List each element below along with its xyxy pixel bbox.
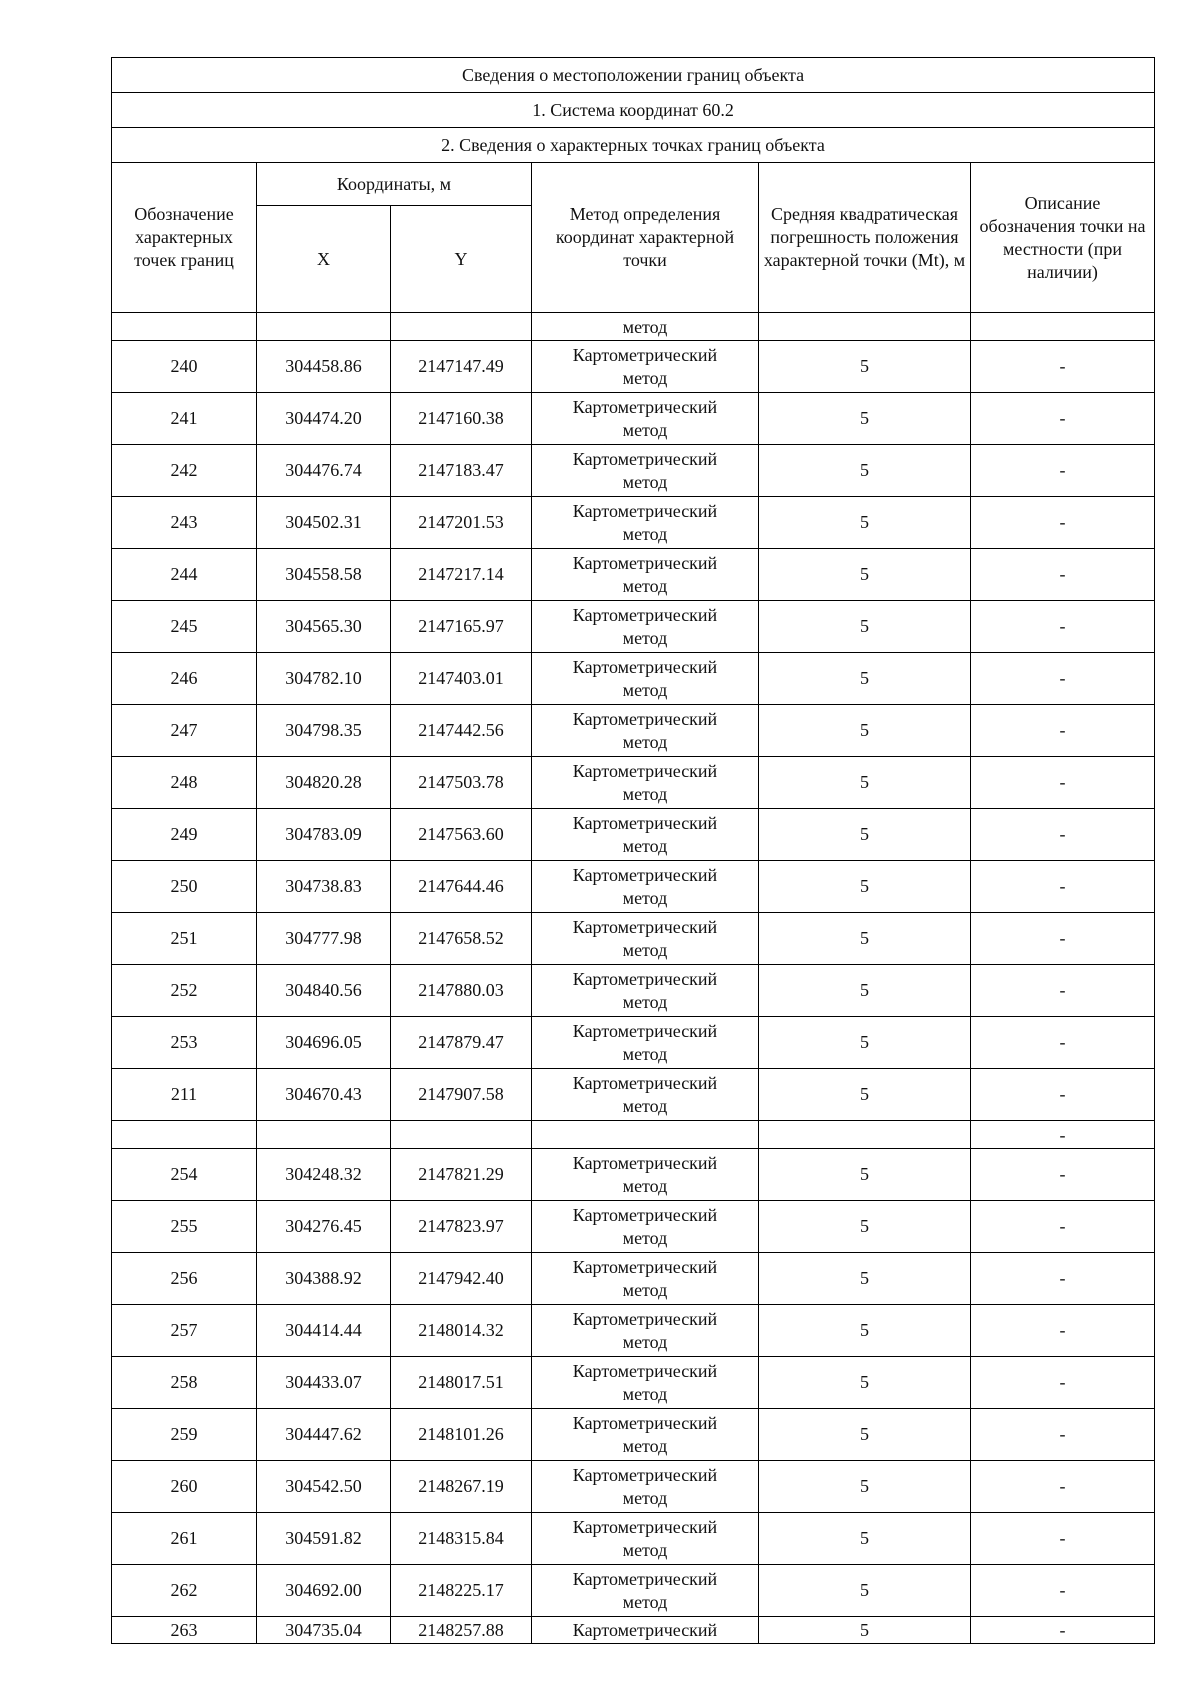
cell-point: 256 [112, 1253, 257, 1305]
cell-point: 261 [112, 1513, 257, 1565]
cell-method [532, 1069, 759, 1121]
cell-accuracy: 5 [759, 549, 971, 601]
method-line-2: метод [622, 991, 668, 1012]
method-line-2: метод [622, 1383, 668, 1404]
method-line-2: метод [622, 1331, 668, 1352]
cell-x: 304447.62 [257, 1409, 391, 1461]
table-row-separator [112, 1121, 1155, 1149]
cell-accuracy: 5 [759, 1409, 971, 1461]
cell-method: Картометрический [532, 1617, 759, 1644]
method-line-1: Картометрический [572, 1464, 718, 1485]
cell-method [532, 809, 759, 861]
cell-point: 253 [112, 1017, 257, 1069]
cell-point: 255 [112, 1201, 257, 1253]
table-row [112, 705, 1155, 757]
cell-method: метод [532, 313, 759, 341]
table-row [112, 809, 1155, 861]
cell-y: 2147147.49 [391, 341, 532, 393]
cell-y: 2147183.47 [391, 445, 532, 497]
cell-point: 240 [112, 341, 257, 393]
method-line-1: Картометрический [572, 812, 718, 833]
cell-x: 304565.30 [257, 601, 391, 653]
cell-point [112, 313, 257, 341]
cell-method [532, 965, 759, 1017]
cell-accuracy: 5 [759, 497, 971, 549]
cell-method [532, 1513, 759, 1565]
cell-y: 2148225.17 [391, 1565, 532, 1617]
table-row [112, 341, 1155, 393]
table-row [112, 1357, 1155, 1409]
method-line-2: метод [622, 471, 668, 492]
coordinate-system: 1. Система координат 60.2 [112, 93, 1155, 128]
cell-accuracy: 5 [759, 1017, 971, 1069]
cell-y [391, 1121, 532, 1149]
cell-accuracy: 5 [759, 1513, 971, 1565]
method-line-2: метод [622, 939, 668, 960]
cell-description: - [971, 1121, 1155, 1149]
cell-description: - [971, 341, 1155, 393]
cell-x: 304735.04 [257, 1617, 391, 1644]
cell-y: 2147644.46 [391, 861, 532, 913]
method-line-2: метод [622, 783, 668, 804]
cell-description: - [971, 1149, 1155, 1201]
cell-description: - [971, 653, 1155, 705]
table-row [112, 757, 1155, 809]
cell-point: 260 [112, 1461, 257, 1513]
method-line-2: метод [622, 575, 668, 596]
cell-point: 251 [112, 913, 257, 965]
cell-y: 2147442.56 [391, 705, 532, 757]
table-row [112, 1461, 1155, 1513]
method-line-2: метод [622, 887, 668, 908]
cell-y: 2147823.97 [391, 1201, 532, 1253]
cell-x: 304696.05 [257, 1017, 391, 1069]
cell-x: 304458.86 [257, 341, 391, 393]
method-line-2: метод [622, 1227, 668, 1248]
cell-point: 246 [112, 653, 257, 705]
cell-description: - [971, 1357, 1155, 1409]
cell-description: - [971, 393, 1155, 445]
cell-y: 2147821.29 [391, 1149, 532, 1201]
cell-accuracy: 5 [759, 1253, 971, 1305]
cell-y: 2147217.14 [391, 549, 532, 601]
table-row [112, 1201, 1155, 1253]
method-line-1: Картометрический [572, 1072, 718, 1093]
cell-method [532, 705, 759, 757]
cell-accuracy: 5 [759, 1069, 971, 1121]
method-line-2: метод [622, 731, 668, 752]
cell-accuracy: 5 [759, 965, 971, 1017]
cell-y: 2147201.53 [391, 497, 532, 549]
method-line-1: Картометрический [572, 1360, 718, 1381]
cell-point: 259 [112, 1409, 257, 1461]
cell-point: 257 [112, 1305, 257, 1357]
cell-y: 2148315.84 [391, 1513, 532, 1565]
method-line-2: метод [622, 1487, 668, 1508]
cell-x: 304433.07 [257, 1357, 391, 1409]
cell-description: - [971, 1409, 1155, 1461]
cell-description: - [971, 1069, 1155, 1121]
cell-accuracy: 5 [759, 601, 971, 653]
cell-method [532, 1121, 759, 1149]
cell-x: 304414.44 [257, 1305, 391, 1357]
cell-y: 2147880.03 [391, 965, 532, 1017]
cell-x: 304388.92 [257, 1253, 391, 1305]
cell-y: 2148014.32 [391, 1305, 532, 1357]
method-line-2: метод [622, 1279, 668, 1300]
method-line-1: Картометрический [572, 1568, 718, 1589]
method-line-2: метод [622, 1591, 668, 1612]
cell-method [532, 497, 759, 549]
cell-description: - [971, 1513, 1155, 1565]
method-line-2: метод [622, 523, 668, 544]
table-row [112, 913, 1155, 965]
method-line-2: метод [622, 835, 668, 856]
cell-method [532, 861, 759, 913]
cell-point: 252 [112, 965, 257, 1017]
method-line-2: метод [622, 679, 668, 700]
cell-x: 304783.09 [257, 809, 391, 861]
cell-x: 304558.58 [257, 549, 391, 601]
cell-method [532, 653, 759, 705]
cell-description: - [971, 1201, 1155, 1253]
cell-method [532, 1201, 759, 1253]
cell-accuracy [759, 313, 971, 341]
method-line-1: Картометрический [572, 760, 718, 781]
table-row [112, 861, 1155, 913]
cell-y: 2148017.51 [391, 1357, 532, 1409]
cell-point: 241 [112, 393, 257, 445]
cell-y: 2147563.60 [391, 809, 532, 861]
cell-description: - [971, 705, 1155, 757]
table-row [112, 497, 1155, 549]
cell-description [971, 313, 1155, 341]
cell-method [532, 913, 759, 965]
cell-y: 2148101.26 [391, 1409, 532, 1461]
cell-x [257, 313, 391, 341]
method-line-1: Картометрический [572, 1020, 718, 1041]
header-method: Метод определения координат характерной точки [532, 163, 759, 313]
cell-method [532, 1017, 759, 1069]
cell-point: 254 [112, 1149, 257, 1201]
cell-point: 250 [112, 861, 257, 913]
cell-y: 2147907.58 [391, 1069, 532, 1121]
cell-description: - [971, 497, 1155, 549]
table-row [112, 653, 1155, 705]
cell-x: 304782.10 [257, 653, 391, 705]
method-line-1: Картометрический [572, 448, 718, 469]
cell-description: - [971, 861, 1155, 913]
cell-method [532, 341, 759, 393]
cell-x: 304820.28 [257, 757, 391, 809]
header-x: X [257, 206, 391, 313]
cell-method [532, 1357, 759, 1409]
cell-accuracy [759, 1121, 971, 1149]
cell-description: - [971, 601, 1155, 653]
cell-x: 304502.31 [257, 497, 391, 549]
boundary-points-table [111, 57, 1155, 1644]
cell-y: 2147942.40 [391, 1253, 532, 1305]
cell-description: - [971, 965, 1155, 1017]
cell-x: 304777.98 [257, 913, 391, 965]
cell-description: - [971, 1017, 1155, 1069]
cell-method [532, 1461, 759, 1513]
cell-point: 249 [112, 809, 257, 861]
method-line-2: метод [622, 1435, 668, 1456]
cell-y: 2147165.97 [391, 601, 532, 653]
cell-description: - [971, 445, 1155, 497]
cell-point: 262 [112, 1565, 257, 1617]
table-row [112, 1565, 1155, 1617]
section-title: 2. Сведения о характерных точках границ объекта [112, 128, 1155, 163]
header-coords: Координаты, м [257, 163, 532, 206]
cell-method [532, 1253, 759, 1305]
table-row [112, 549, 1155, 601]
cell-x: 304798.35 [257, 705, 391, 757]
header-accuracy: Средняя квадратическая погрешность положения характерной точки (Mt), м [759, 163, 971, 313]
cell-point: 244 [112, 549, 257, 601]
cell-method [532, 1305, 759, 1357]
cell-x: 304476.74 [257, 445, 391, 497]
method-line-2: метод [622, 627, 668, 648]
method-line-2: метод [622, 367, 668, 388]
cell-point [112, 1121, 257, 1149]
cell-point: 242 [112, 445, 257, 497]
cell-method [532, 1565, 759, 1617]
table-row [112, 393, 1155, 445]
cell-method [532, 601, 759, 653]
cell-description: - [971, 1617, 1155, 1644]
cell-accuracy: 5 [759, 913, 971, 965]
cell-y: 2148257.88 [391, 1617, 532, 1644]
method-line-1: Картометрический [572, 1152, 718, 1173]
table-row [112, 965, 1155, 1017]
cell-accuracy: 5 [759, 1461, 971, 1513]
method-line-1: Картометрический [572, 500, 718, 521]
cell-description: - [971, 757, 1155, 809]
table-row [112, 1069, 1155, 1121]
cell-method [532, 393, 759, 445]
cell-accuracy: 5 [759, 1357, 971, 1409]
cell-accuracy: 5 [759, 445, 971, 497]
method-line-2: метод [622, 1095, 668, 1116]
cell-accuracy: 5 [759, 705, 971, 757]
cell-description: - [971, 1565, 1155, 1617]
method-line-2: метод [622, 1175, 668, 1196]
document-title: Сведения о местоположении границ объекта [112, 58, 1155, 93]
cell-x: 304591.82 [257, 1513, 391, 1565]
header-y: Y [391, 206, 532, 313]
cell-accuracy: 5 [759, 809, 971, 861]
method-line-1: Картометрический [572, 916, 718, 937]
cell-y: 2148267.19 [391, 1461, 532, 1513]
cell-method [532, 549, 759, 601]
cell-accuracy: 5 [759, 1617, 971, 1644]
cell-y: 2147658.52 [391, 913, 532, 965]
method-line-1: Картометрический [572, 1256, 718, 1277]
method-line-2: метод [622, 1043, 668, 1064]
cell-accuracy: 5 [759, 861, 971, 913]
method-line-1: Картометрический [572, 396, 718, 417]
cell-point: 247 [112, 705, 257, 757]
cell-x: 304248.32 [257, 1149, 391, 1201]
cell-x: 304840.56 [257, 965, 391, 1017]
cell-x [257, 1121, 391, 1149]
table-row [112, 445, 1155, 497]
method-line-1: Картометрический [572, 864, 718, 885]
cell-description: - [971, 549, 1155, 601]
cell-y [391, 313, 532, 341]
cell-x: 304474.20 [257, 393, 391, 445]
method-line-1: Картометрический [572, 1204, 718, 1225]
cell-accuracy: 5 [759, 757, 971, 809]
cell-method [532, 1149, 759, 1201]
cell-x: 304542.50 [257, 1461, 391, 1513]
method-line-1: Картометрический [572, 604, 718, 625]
method-line-2: метод [622, 1539, 668, 1560]
cell-point: 211 [112, 1069, 257, 1121]
cell-accuracy: 5 [759, 1305, 971, 1357]
table-row [112, 1253, 1155, 1305]
cell-accuracy: 5 [759, 1201, 971, 1253]
cell-point: 243 [112, 497, 257, 549]
table-row [112, 1409, 1155, 1461]
cell-description: - [971, 1461, 1155, 1513]
cell-point: 248 [112, 757, 257, 809]
table-row [112, 1017, 1155, 1069]
method-line-1: Картометрический [572, 552, 718, 573]
cell-description: - [971, 809, 1155, 861]
table-row [112, 601, 1155, 653]
cell-accuracy: 5 [759, 1149, 971, 1201]
cell-y: 2147503.78 [391, 757, 532, 809]
header-description: Описание обозначения точки на местности (при наличии) [971, 163, 1155, 313]
method-line-1: Картометрический [572, 708, 718, 729]
cell-method [532, 757, 759, 809]
cell-y: 2147160.38 [391, 393, 532, 445]
method-line-1: Картометрический [572, 1516, 718, 1537]
cell-method [532, 445, 759, 497]
method-line-1: Картометрический [572, 344, 718, 365]
cell-description: - [971, 1253, 1155, 1305]
cell-accuracy: 5 [759, 653, 971, 705]
table-row-last [112, 1617, 1155, 1644]
table-row [112, 1513, 1155, 1565]
cell-x: 304692.00 [257, 1565, 391, 1617]
method-line-1: Картометрический [572, 1308, 718, 1329]
cell-description: - [971, 1305, 1155, 1357]
table-row [112, 1305, 1155, 1357]
cell-x: 304670.43 [257, 1069, 391, 1121]
cell-x: 304738.83 [257, 861, 391, 913]
cell-y: 2147879.47 [391, 1017, 532, 1069]
cell-point: 245 [112, 601, 257, 653]
cell-point: 263 [112, 1617, 257, 1644]
cell-accuracy: 5 [759, 341, 971, 393]
cell-method [532, 1409, 759, 1461]
method-line-1: Картометрический [572, 1412, 718, 1433]
table-row [112, 1149, 1155, 1201]
method-line-1: Картометрический [572, 968, 718, 989]
cell-point: 258 [112, 1357, 257, 1409]
cell-y: 2147403.01 [391, 653, 532, 705]
method-line-1: Картометрический [572, 656, 718, 677]
table-row-partial [112, 313, 1155, 341]
cell-x: 304276.45 [257, 1201, 391, 1253]
header-point: Обозначение характерных точек границ [112, 163, 257, 313]
cell-description: - [971, 913, 1155, 965]
cell-accuracy: 5 [759, 393, 971, 445]
cell-accuracy: 5 [759, 1565, 971, 1617]
method-line-2: метод [622, 419, 668, 440]
